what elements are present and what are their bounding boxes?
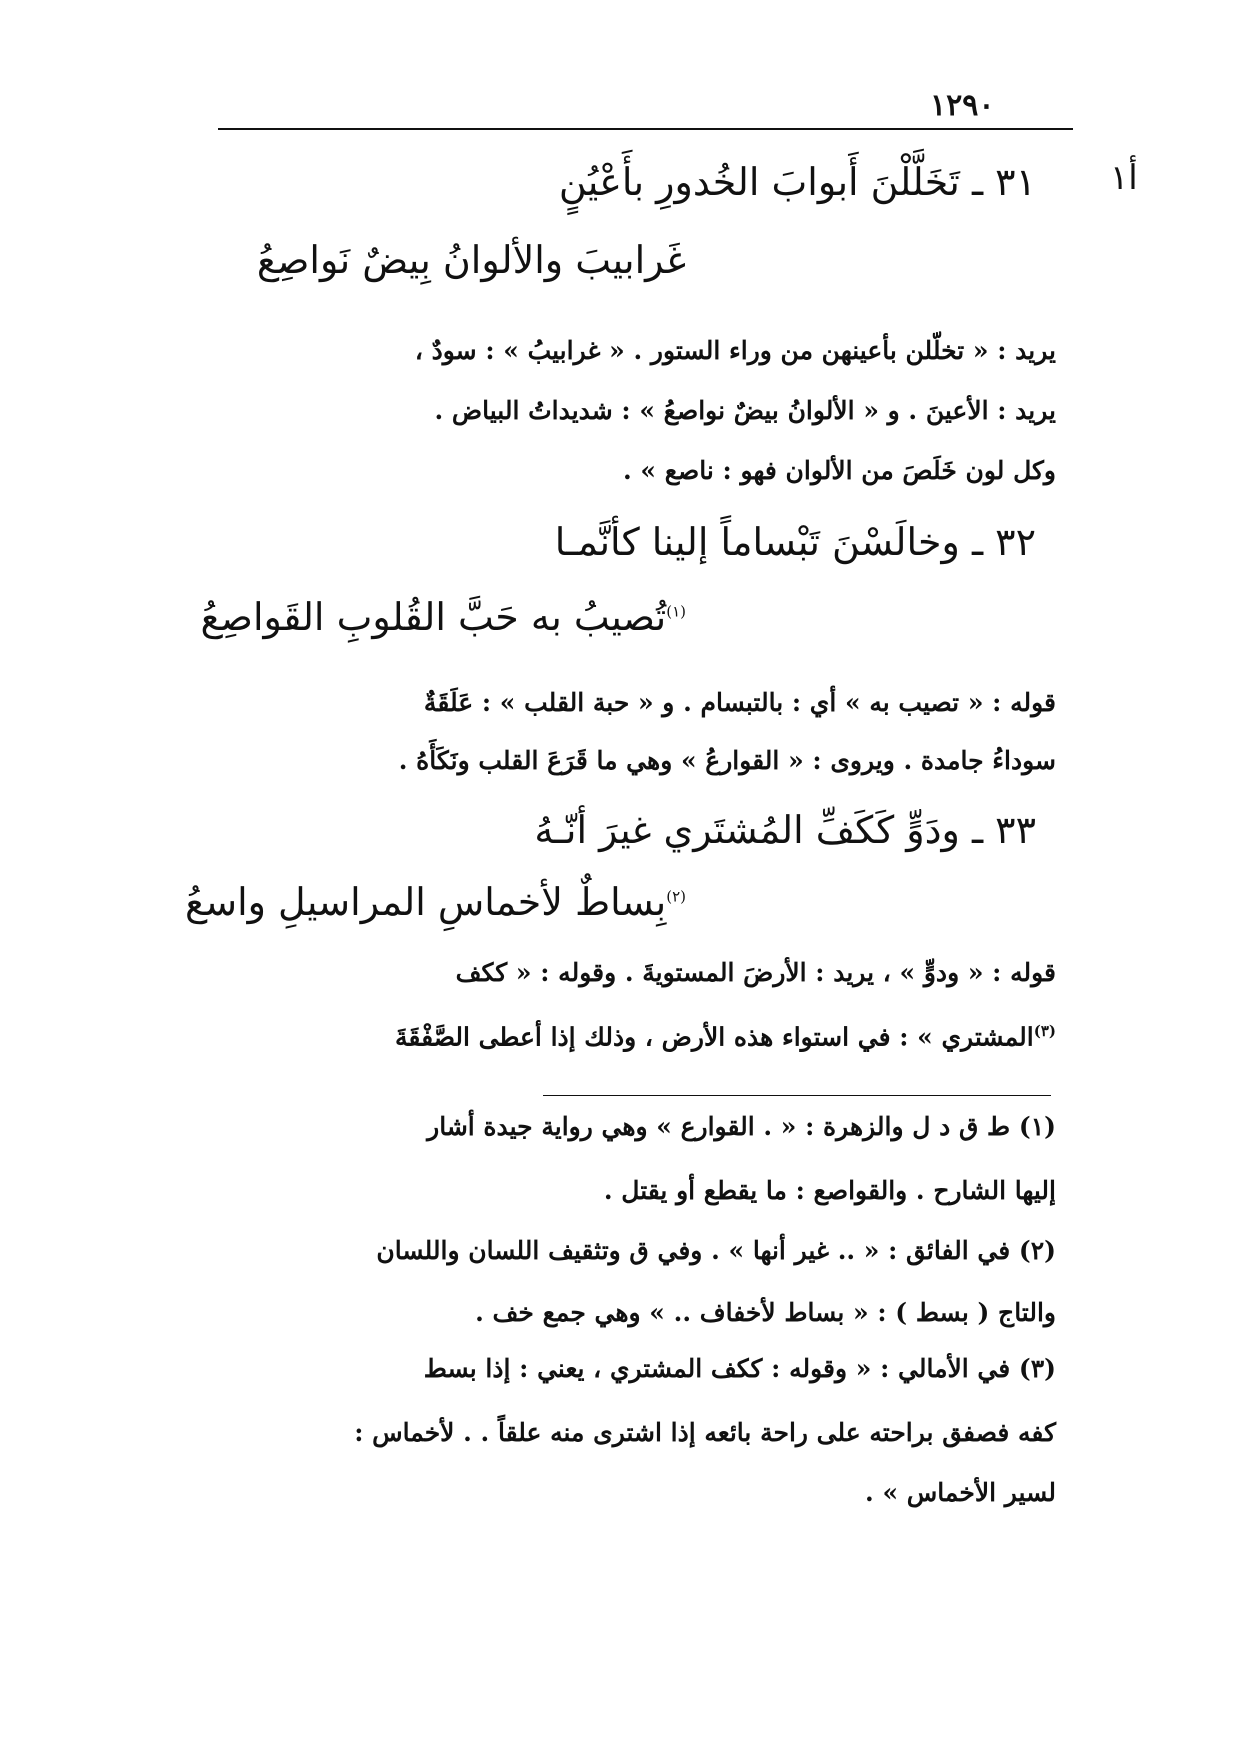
footnote-rule (543, 1095, 1051, 1096)
verse-31-second-hemistich: غَرابيبَ والألوانُ بِيضٌ نَواصِعُ (256, 238, 686, 282)
verse-33-first-hemistich: ٣٣ ـ ودَوٍّ كَكَفِّ المُشتَري غيرَ أنّـهُ (534, 808, 1036, 852)
verse-33-commentary-line (206, 1022, 1056, 1051)
verse-32-second-hemistich-text: تُصيبُ به حَبَّ القُلوبِ القَواصِعُ (200, 595, 667, 639)
page-number: ١٢٩٠ (930, 88, 995, 123)
verse-33-commentary-text: المشتري » : في استواء هذه الأرض ، وذلك إذا أعطى الصَّفْقَةَ (395, 1022, 1034, 1052)
verse-32-second-hemistich (200, 595, 686, 639)
verse-33-second-hemistich (185, 880, 686, 924)
footnote-2-line: والتاج ( بسط ) : « بساط لأخفاف .. » وهي جمع خف . (475, 1298, 1056, 1327)
verse-31-commentary-line: يريد : الأعينَ . و « الألوانُ بيضٌ نواصعُ » : شديداتُ البياض . (434, 396, 1056, 425)
footnote-ref-3: (٣) (1033, 1022, 1056, 1040)
footnote-3-line: لسير الأخماس » . (865, 1478, 1056, 1507)
verse-31-commentary-line: يريد : « تخلّلن بأعينهن من وراء الستور . « غرابيبُ » : سودٌ ، (414, 336, 1056, 365)
margin-mark: أ١ (1110, 158, 1138, 198)
footnote-3-line: (٣) في الأمالي : « وقوله : ككف المشتري ، يعني : إذا بسط (423, 1354, 1056, 1383)
footnote-3-line: كفه فصفق براحته على راحة بائعه إذا اشترى منه علقاً . . لأخماس : (354, 1418, 1056, 1447)
verse-32-commentary-line: سوداءُ جامدة . ويروى : « القوارعُ » وهي ما قَرَعَ القلب ونَكَأَهُ . (398, 746, 1056, 775)
footnote-2-line: (٢) في الفائق : « .. غير أنها » . وفي ق وتثقيف اللسان واللسان (376, 1236, 1056, 1265)
verse-32-commentary-line: قوله : « تصيب به » أي : بالتبسام . و « حبة القلب » : عَلَقَةٌ (423, 688, 1056, 717)
verse-31-first-hemistich: ٣١ ـ تَخَلَّلْنَ أَبوابَ الخُدورِ بأَعْيُنٍ (558, 160, 1036, 204)
footnote-ref-1: (١) (666, 602, 686, 621)
footnote-1-line: (١) ط ق د ل والزهرة : « . القوارع » وهي رواية جيدة أشار (427, 1112, 1056, 1141)
verse-33-commentary-line: قوله : « ودوٍّ » ، يريد : الأرضَ المستويةَ . وقوله : « ككف (455, 958, 1056, 987)
verse-32-first-hemistich: ٣٢ ـ وخالَسْنَ تَبْساماً إلينا كأنَّمـا (554, 520, 1036, 564)
header-rule (218, 128, 1073, 130)
footnote-1-line: إليها الشارح . والقواصع : ما يقطع أو يقتل . (603, 1176, 1056, 1205)
footnote-ref-2: (٢) (666, 887, 686, 906)
verse-33-second-hemistich-text: بِساطٌ لأخماسِ المراسيلِ واسعُ (185, 880, 667, 924)
verse-31-commentary-line: وكل لون خَلَصَ من الألوان فهو : ناصع » . (622, 456, 1056, 485)
